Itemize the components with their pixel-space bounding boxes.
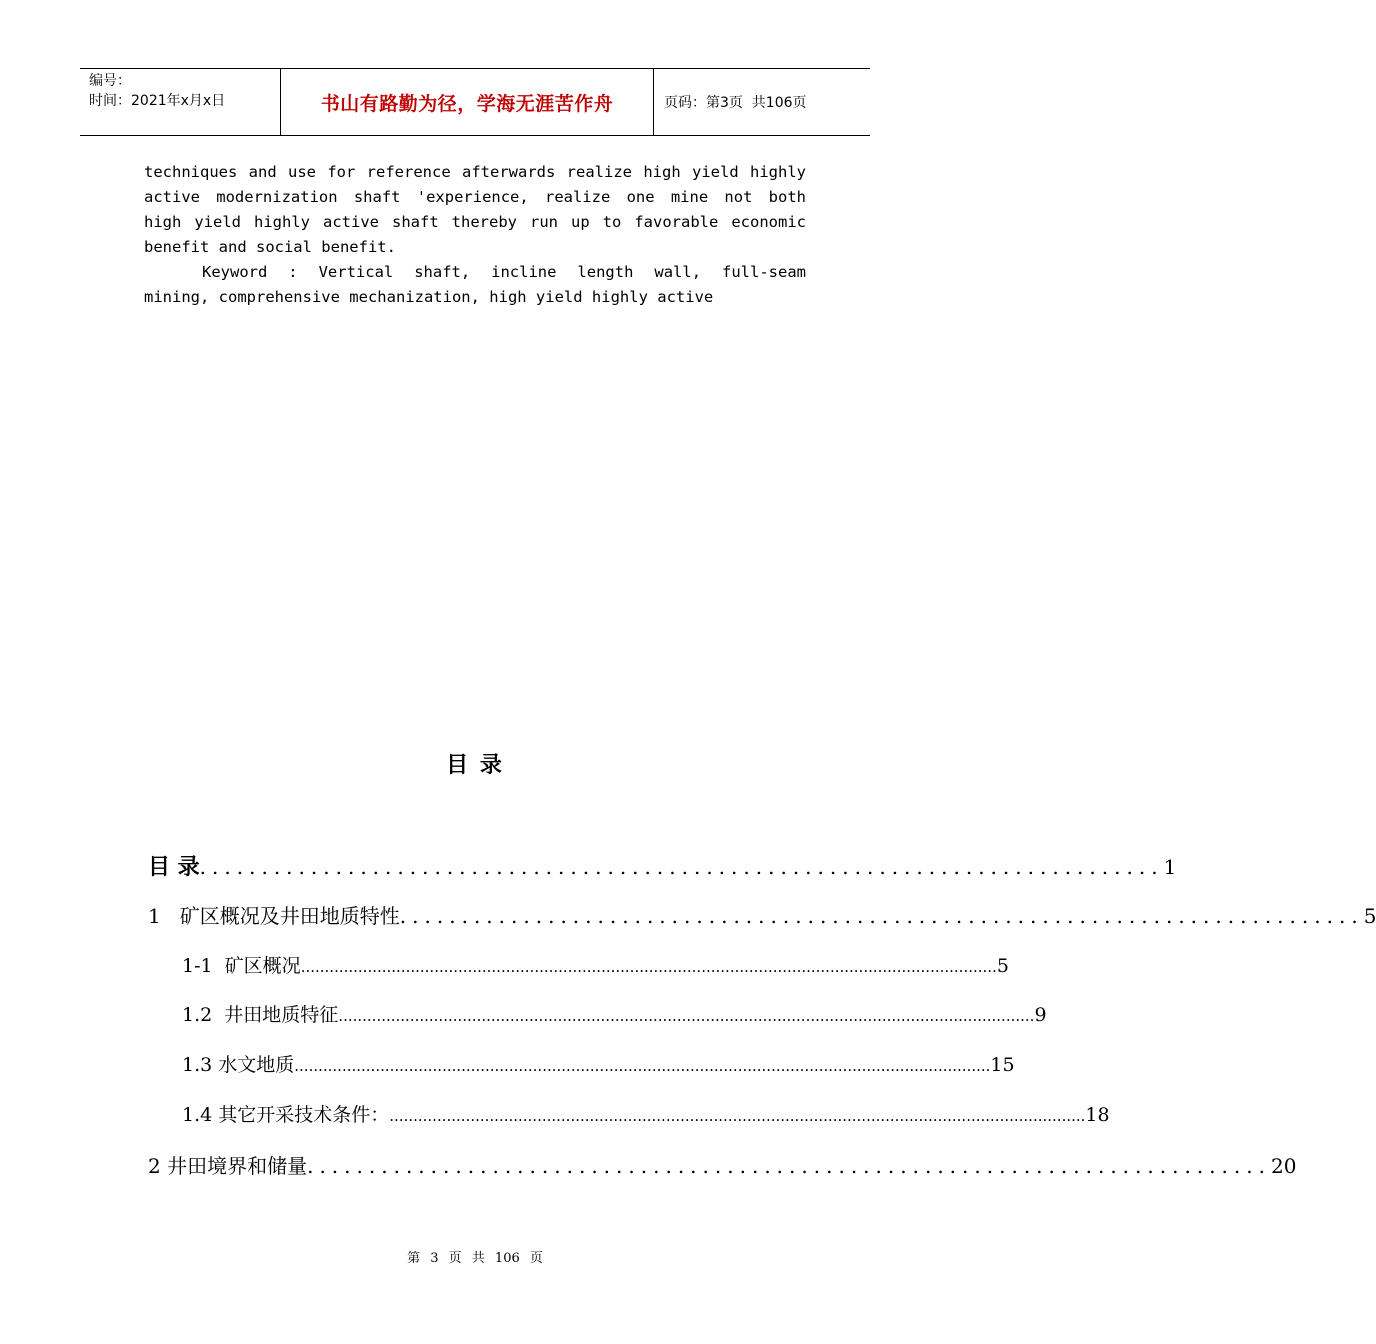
toc-entry-label: 1-1 矿区概况 [182, 955, 301, 977]
toc-entry[interactable] [182, 1050, 1015, 1077]
toc-heading: 目 录 [446, 753, 504, 778]
toc-entry[interactable] [148, 900, 1376, 929]
toc-leader-dots: .................................................................................................................................................. [294, 1057, 991, 1075]
abstract-text [144, 160, 806, 310]
toc-entry[interactable] [148, 1150, 1297, 1179]
toc-leader-dots: .................................................................................................................................................. [389, 1107, 1086, 1125]
toc-entry-page: 18 [1085, 1104, 1110, 1126]
toc-entry-label: 2 井田境界和储量 [148, 1154, 308, 1178]
abstract-line: high yield highly active shaft thereby run up to favorable economic [144, 213, 806, 231]
abstract-line: active modernization shaft 'experience, realize one mine not both [144, 188, 806, 206]
toc-leader-dots: .............................................................................. [399, 904, 1364, 928]
toc-entry[interactable] [182, 1100, 1110, 1127]
page-info-text: 页码：第3页 共106页 [664, 95, 807, 111]
toc-entry-label: 1.3 水文地质 [182, 1054, 295, 1076]
toc-entry[interactable] [182, 1000, 1047, 1027]
keyword-line: Keyword : Vertical shaft, incline length wall, full-seam [202, 263, 806, 281]
toc-entry-page: 5 [996, 955, 1009, 977]
toc-leader-dots: .............................................................................. [307, 1154, 1271, 1178]
toc-entry-label: 目 录 [148, 855, 200, 880]
number-label: 编号： [89, 73, 131, 89]
toc-entry-page: 1 [1163, 855, 1177, 879]
header-motto: 书山有路勤为径，学海无涯苦作舟 [281, 69, 654, 135]
page-footer: 第 3 页 共 106 页 [407, 1251, 543, 1266]
toc-entry-page: 9 [1034, 1004, 1047, 1026]
header-meta [80, 69, 281, 135]
time-label: 时间：2021年x月x日 [89, 93, 226, 109]
keyword-line: mining, comprehensive mechanization, high yield highly active [144, 288, 714, 306]
toc-entry[interactable] [182, 951, 1009, 978]
abstract-line: benefit and social benefit. [144, 238, 396, 256]
page-header [80, 68, 870, 136]
toc-entry-label: 1 矿区概况及井田地质特性 [148, 904, 400, 928]
toc-leader-dots: .................................................................................................................................................. [338, 1007, 1035, 1025]
header-page-info [654, 69, 870, 135]
toc-leader-dots: .............................................................................. [199, 855, 1164, 879]
toc-entry-page: 20 [1270, 1154, 1297, 1178]
toc-leader-dots: .................................................................................................................................................. [300, 958, 997, 976]
toc-entry-label: 1.2 井田地质特征 [182, 1004, 339, 1026]
toc-entry-page: 15 [990, 1054, 1015, 1076]
toc-entry-page: 5 [1363, 904, 1376, 928]
abstract-line: techniques and use for reference afterwards realize high yield highly [144, 163, 806, 181]
toc-entry[interactable] [148, 850, 1177, 881]
toc-entry-label: 1.4 其它开采技术条件： [182, 1104, 390, 1126]
